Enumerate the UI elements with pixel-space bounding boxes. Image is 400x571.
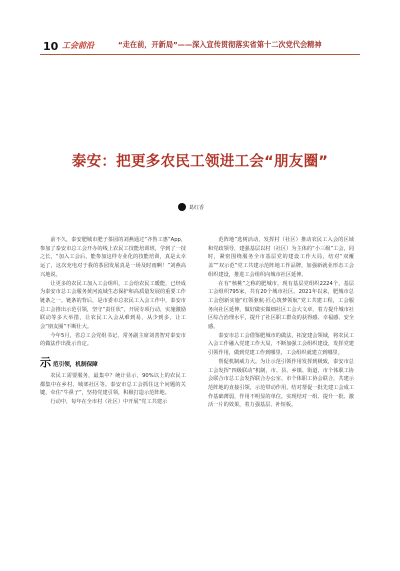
text-span: 行动中，每年在全市村（社区）中开展“党工共建示: [50, 398, 168, 405]
text-span: 在有“核桃”之称的肥城市，现有基层党组织2224个，基层工会组织795家，共有20个城市社区。2021年以来，肥城市总工会创新实施“红领驱航·匠心筑梦领航”党工共建工程，工会服务向社区延伸，做好做实做细社区工会大文章，着力提升城市社区综合治理水平，提升了社区职工群众的获得感、幸福感、安全感。: [208, 280, 354, 331]
author-line: [178, 202, 204, 212]
page-header: [0, 0, 400, 60]
left-column: [40, 236, 186, 407]
subheading: [40, 357, 186, 370]
subheading-text: 范引领，机制保障: [53, 362, 98, 369]
text-span: 帮促机制威力大。为让示范引领作用发挥到极致，泰安市总工会发挥“四级联动”机制，市、县、乡镇、街道、市个体职工协会联合市总工会发挥联合办公室、市个体职工协会联合，共建示范阵地的直接引领，示范带动作用，结对帮促一批先建工会成工作基础薄弱，作用不明显的单位，实现结对一组、提升一批、激活一片的效果，着力强基层、补短板。: [208, 358, 354, 409]
text-span: 让更多的农民工加入工会组织，工会给农民工暖能，已经成为泰安市总工会服务黄河流域生态保护和高质量发展的重要工作链条之一。链条的背后，是市委市总农民工入会工作中，泰安市总工会推出示范引领，坚守“责任状”，开展专项行动，实施激励联动等多大举措，让农民工入会从难到易，从少到多，让工会“朋友圈”不断壮大。: [40, 280, 186, 331]
paragraph: [40, 236, 186, 280]
subheading-initial: 示: [40, 356, 51, 370]
text-span: 泰安市总工会借鉴肥城市的做法，拓宽建会领域，将农民工入会工作融入党建工作大局，不断加强工会组织建设，发挥党建引领作用，做到党建工作到哪里，工会组织就建立到哪里。: [208, 332, 354, 357]
author-icon: [178, 203, 186, 211]
paragraph: [208, 332, 354, 358]
text-span: 农民工需要服务，最集中？统计显示，90%以上的农民工都集中在乡村、城郊社区等。泰安市总工会抓住这个问题的关键，牵住“牛鼻子”，坚持党建引领，积极打造示范阵地。: [40, 372, 186, 397]
paragraph: [40, 280, 186, 332]
paragraph: [208, 236, 354, 280]
right-column: [208, 236, 354, 410]
paragraph: [40, 398, 186, 407]
author-name: 葛红香: [189, 204, 205, 211]
paragraph: [208, 358, 354, 410]
page-number: 10: [43, 40, 59, 53]
text-span: 前不久，泰安肥城市肥子茶园的刘燕通过“齐鲁工惠”App，参加了泰安市总工会开办的线上农民工技能培训班，学到了一技之长，“加入工会后，能参加这样专业化的技能培训，真是太幸运了，这次充电对于我的茶园发展真是一场及时雨啊！”刘燕高兴地说。: [40, 237, 186, 278]
paragraph: [208, 280, 354, 332]
paragraph: [40, 332, 186, 349]
article-title: 泰安：把更多农民工领进工会“朋友圈”: [71, 154, 329, 170]
paragraph: [40, 372, 186, 398]
header-title: “走在前，开新局”——深入宣传贯彻落实省第十二次党代会精神: [118, 40, 322, 49]
text-span: 今年5月，省总工会党组书记、常务副主席刘善智对泰安市的做法作出批示肯定。: [40, 332, 186, 348]
header-rule: [40, 54, 360, 55]
section-tag: 工会前沿: [62, 41, 94, 50]
text-span: 范阵地”选树活动，发挥村（社区）推动农民工入会的区域和党政领导，建强基层以村（社区）为主体的“小三级”工会，同时，紧密围绕服务全市基层党的建设工作大局，结对“双覆盖”“双示范”党工共建示范阵地工作品牌，加强新就业形态工会组织建设，推进工会组织向城市社区延伸。: [208, 237, 354, 278]
